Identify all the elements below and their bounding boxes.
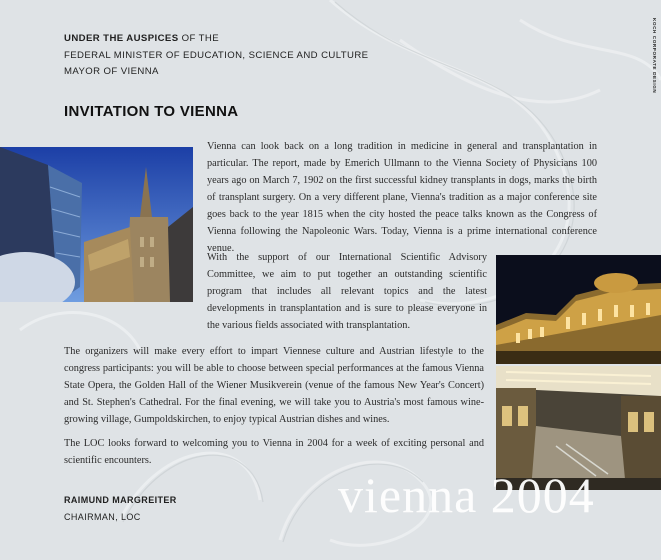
auspices-line-3: MAYOR OF VIENNA [64, 66, 159, 77]
design-credit: KOCH CORPORATE DESIGN [652, 18, 657, 94]
auspices-line-1-rest: OF THE [178, 33, 219, 44]
culture-paragraph: The organizers will make every effort to impart Viennese culture and Austrian lifestyle to the congress participants: you will be able to choose between special performances at the famous Vienna State Opera, the Golden Hall of the Wiener Musikverein (venue of the famous New Year's Concert) and St. Stephen's Cathedral. For the final evening, we will take you to Austria's most famous wine-growing village, Gumpoldskirchen, to enjoy typical Austrian dishes and wines. [64, 346, 484, 425]
stephansdom-photo [0, 147, 193, 302]
support-paragraph: With the support of our International Scientific Advisory Committee, we aim to put together an outstanding scientific program that includes all relevant topics and the latest developments in transplantation and is sure to please everyone in the various fields associated with transplantation. [207, 252, 487, 331]
signatory-role: CHAIRMAN, LOC [64, 512, 141, 522]
signatory-name: RAIMUND MARGREITER [64, 495, 177, 505]
closing-paragraph: The LOC looks forward to welcoming you to Vienna in 2004 for a week of exciting personal and scientific encounters. [64, 438, 484, 466]
auspices-line-1-bold: UNDER THE AUSPICES [64, 33, 179, 44]
hofburg-night-photo [496, 255, 661, 364]
page-title: INVITATION TO VIENNA [64, 103, 239, 120]
signature-block [64, 492, 177, 526]
intro-paragraph: Vienna can look back on a long tradition in medicine in general and transplantation in particular. The report, made by Emerich Ullmann to the Vienna Society of Physicians 100 years ago on March 7, 1902 on the first successful kidney transplants in dogs, marks the birth of transplant surgery. On a very different plane, Vienna's tradition as a major conference site goes back to the year 1815 when the city hosted the peace talks known as the Congress of Vienna following the Napoleonic Wars. Today, Vienna is a prime international conference venue. [207, 141, 597, 254]
auspices-line-2: FEDERAL MINISTER OF EDUCATION, SCIENCE AND CULTURE [64, 49, 369, 61]
vienna-2004-wordmark: vienna 2004 [338, 467, 595, 523]
auspices-block [64, 31, 368, 81]
